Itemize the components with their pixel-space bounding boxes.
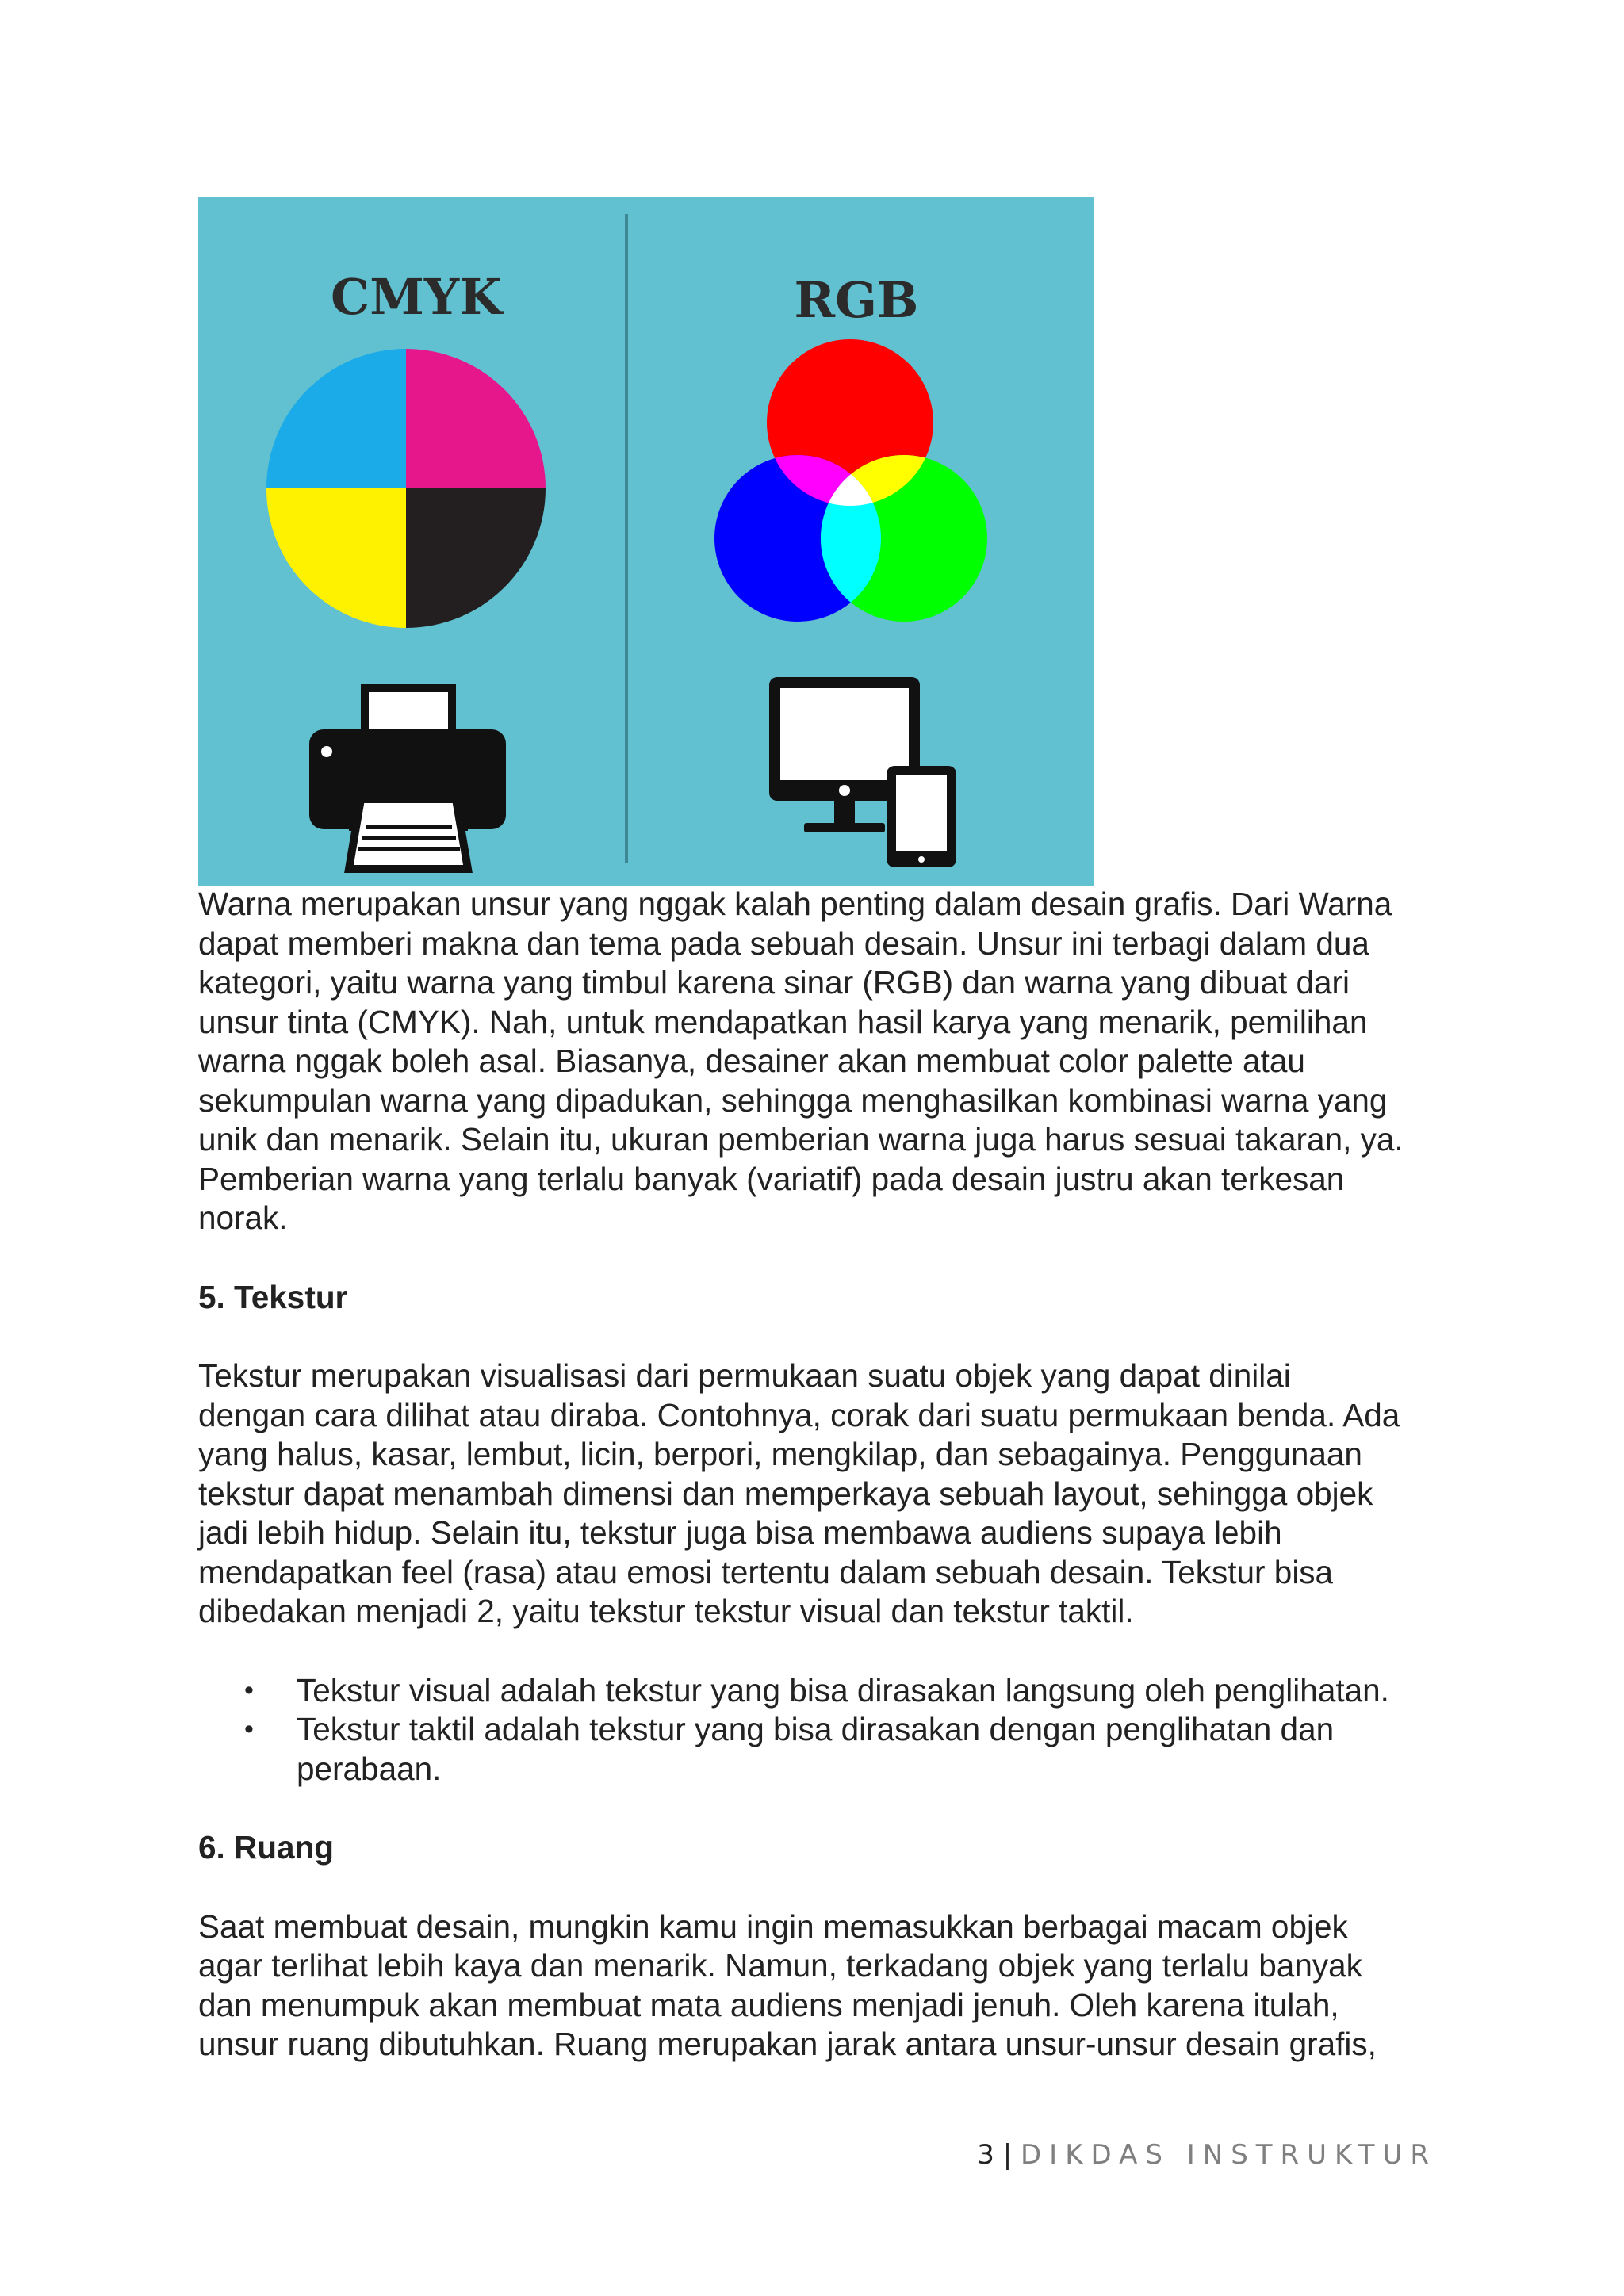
text-line: tekstur dapat menambah dimensi dan memperkaya sebuah layout, sehingga objek (198, 1475, 1373, 1512)
footer-label: DIKDAS INSTRUKTUR (1021, 2139, 1437, 2171)
printer-icon (309, 688, 506, 869)
bullet-icon: • (244, 1674, 254, 1705)
text-line: norak. (198, 1200, 288, 1236)
tablet-icon (887, 766, 956, 867)
text-line: Saat membuat desain, mungkin kamu ingin memasukkan berbagai macam objek (198, 1908, 1348, 1945)
text-line: unik dan menarik. Selain itu, ukuran pemberian warna juga harus sesuai takaran, ya. (198, 1121, 1404, 1158)
ruang-paragraph (198, 1908, 1443, 2064)
text-line: agar terlihat lebih kaya dan menarik. Namun, terkadang objek yang terlalu banyak (198, 1947, 1362, 1984)
rgb-title: RGB (794, 271, 919, 329)
cmyk-pie (266, 349, 546, 628)
text-line: yang halus, kasar, lembut, licin, berpori, mengkilap, dan sebagainya. Penggunaan (198, 1436, 1362, 1472)
black-quadrant (406, 488, 546, 628)
text-line: perabaan. (297, 1750, 442, 1787)
text-line: dengan cara dilihat atau diraba. Contohnya, corak dari suatu permukaan benda. Ada (198, 1396, 1400, 1433)
heading-ruang: 6. Ruang (198, 1829, 335, 1866)
magenta-quadrant (406, 349, 546, 488)
list-item (244, 1710, 1443, 1789)
text-line: dibedakan menjadi 2, yaitu tekstur tekstur visual dan tekstur taktil. (198, 1593, 1134, 1629)
footer-separator: | (1002, 2139, 1013, 2171)
cmyk-title: CMYK (330, 268, 503, 326)
text-line: sekumpulan warna yang dipadukan, sehingga menghasilkan kombinasi warna yang (198, 1081, 1388, 1119)
text-line: Tekstur taktil adalah tekstur yang bisa dirasakan dengan penglihatan dan (297, 1711, 1335, 1747)
tekstur-paragraph (198, 1357, 1443, 1632)
text-line: unsur ruang dibutuhkan. Ruang merupakan jarak antara unsur-unsur desain grafis, (198, 2026, 1377, 2062)
list-item (244, 1671, 1443, 1711)
rgb-venn (714, 339, 987, 622)
page-number: 3 (977, 2139, 994, 2171)
yellow-quadrant (266, 488, 406, 628)
text-line: kategori, yaitu warna yang timbul karena sinar (RGB) dan warna yang dibuat dari (198, 964, 1350, 1001)
cmyk-rgb-figure (198, 197, 1094, 886)
text-line: unsur tinta (CMYK). Nah, untuk mendapatkan hasil karya yang menarik, pemilihan (198, 1003, 1368, 1040)
document-body (198, 885, 1443, 2064)
text-line: dan menumpuk akan membuat mata audiens menjadi jenuh. Oleh karena itulah, (198, 1986, 1339, 2023)
heading-tekstur: 5. Tekstur (198, 1278, 348, 1315)
text-line: Pemberian warna yang terlalu banyak (variatif) pada desain justru akan terkesan (198, 1160, 1345, 1197)
text-line: dapat memberi makna dan tema pada sebuah desain. Unsur ini terbagi dalam dua (198, 924, 1369, 962)
bullet-icon: • (244, 1714, 254, 1744)
text-line: Tekstur merupakan visualisasi dari permukaan suatu objek yang dapat dinilai (198, 1357, 1291, 1394)
cyan-quadrant (266, 349, 406, 488)
page-footer (977, 2137, 1437, 2172)
text-line: mendapatkan feel (rasa) atau emosi tertentu dalam sebuah desain. Tekstur bisa (198, 1553, 1334, 1590)
text-line: jadi lebih hidup. Selain itu, tekstur juga bisa membawa audiens supaya lebih (198, 1514, 1282, 1551)
text-line: Tekstur visual adalah tekstur yang bisa dirasakan langsung oleh penglihatan. (297, 1671, 1389, 1709)
tekstur-bullet-list (198, 1671, 1443, 1789)
text-line: warna nggak boleh asal. Biasanya, desainer akan membuat color palette atau (198, 1043, 1305, 1079)
warna-paragraph (198, 885, 1443, 1238)
text-line: Warna merupakan unsur yang nggak kalah penting dalam desain grafis. Dari Warna (198, 886, 1392, 922)
